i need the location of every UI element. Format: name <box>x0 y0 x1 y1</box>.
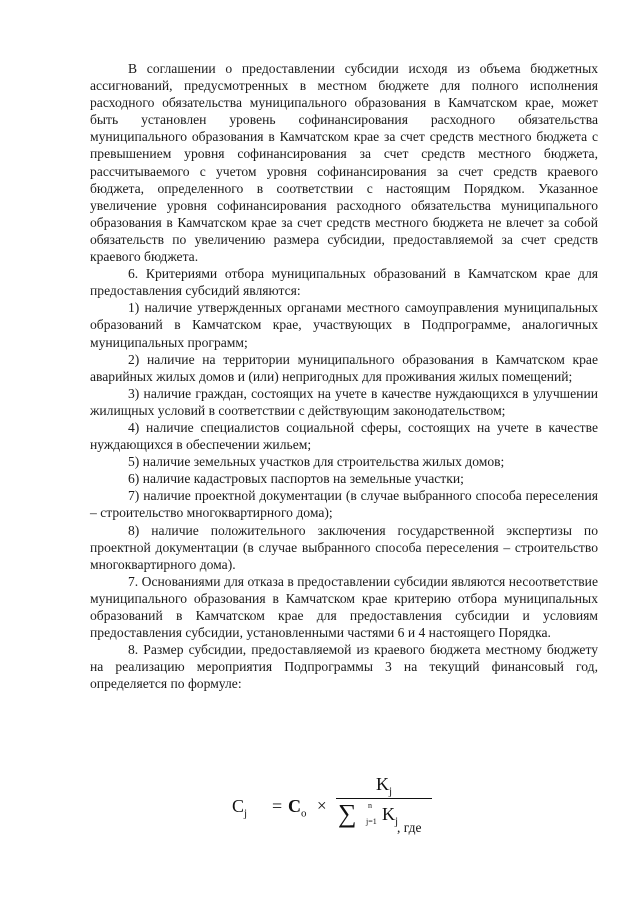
criterion-6: 6) наличие кадастровых паспортов на земельные участки; <box>128 471 464 487</box>
sum-upper-limit: n <box>368 801 372 810</box>
criterion-3: 3) наличие граждан, состоящих на учете в качестве нуждающихся в улучшении жилищных условий в соответствии с действующим законодательством; <box>90 385 598 418</box>
criterion-5: 5) наличие земельных участков для строительства жилых домов; <box>128 454 505 470</box>
paragraph-subsidy-size: 8. Размер субсидии, предоставляемой из краевого бюджета местному бюджету на реализацию мероприятия Подпрограммы 3 на текущий финансовый год, определяется по формуле: <box>90 642 598 692</box>
paragraph-refusal-grounds: 7. Основаниями для отказа в предоставлении субсидии являются несоответствие муниципального образования в Камчатском крае критерию отбора муниципальных образований в Камчатском крае для предоставления субсидии и условиям предоставления субсидии, установленными частями 6 и 4 настоящего Порядка. <box>90 573 598 641</box>
criterion-4: 4) наличие специалистов социальной сферы, состоящих на учете в качестве нуждающихся в обеспечении жильем; <box>90 419 598 453</box>
formula-denominator-term: $K_j$ <box>382 804 399 828</box>
sum-lower-limit: j=1 <box>366 817 377 826</box>
formula-where-label: , где <box>397 820 422 835</box>
criterion-2: 2) наличие на территории муниципального образования в Камчатском крае аварийных жилых домов и (или) непригодных для проживания жилых помещений; <box>90 351 598 384</box>
formula-equals: = <box>272 796 283 816</box>
paragraph-selection-criteria: 6. Критериями отбора муниципальных образований в Камчатском крае для предоставления субсидий являются: <box>90 266 598 299</box>
formula-times: × <box>317 796 327 815</box>
criterion-7: 7) наличие проектной документации (в случае выбранного способа переселения – строительство многоквартирного дома); <box>90 488 598 521</box>
paragraph-cofinancing-level: В соглашении о предоставлении субсидии исходя из объема бюджетных ассигнований, предусмотренных в местном бюджете для полного исполнения расходного обязательства муниципального образования в Камчатском крае, может быть установлен уровень софинансирования расходного обязательства муниципального образования в Камчатском крае за счет средств местного бюджета с превышением уровня софинансирования за счет средств местного бюджета, рассчитываемого с учетом уровня софинансирования за счет средств краевого бюджета, определенного в соответствии с настоящим Порядком. Указанное увеличение уровня софинансирования расходного обязательства муниципального образования в Камчатском крае за счет средств местного бюджета не влечет за собой обязательств по увеличению размера субсидии, предоставляемой за счет средств краевого бюджета. <box>90 61 598 265</box>
document-body <box>90 60 598 692</box>
formula-numerator: $K_j$ <box>376 774 393 798</box>
subsidy-formula <box>232 772 492 842</box>
formula-base-amount: $C_o$ <box>288 796 307 820</box>
criterion-8: 8) наличие положительного заключения государственной экспертизы по проектной документации (в случае выбранного способа переселения – строительство многоквартирного дома). <box>90 522 598 572</box>
formula-lhs: $C_j$ <box>232 796 248 820</box>
sum-sign: ∑ <box>338 799 357 828</box>
criterion-1: 1) наличие утвержденных органами местного самоуправления муниципальных образований в Камчатском крае, участвующих в Подпрограмме, аналогичных муниципальных программ; <box>90 300 598 350</box>
